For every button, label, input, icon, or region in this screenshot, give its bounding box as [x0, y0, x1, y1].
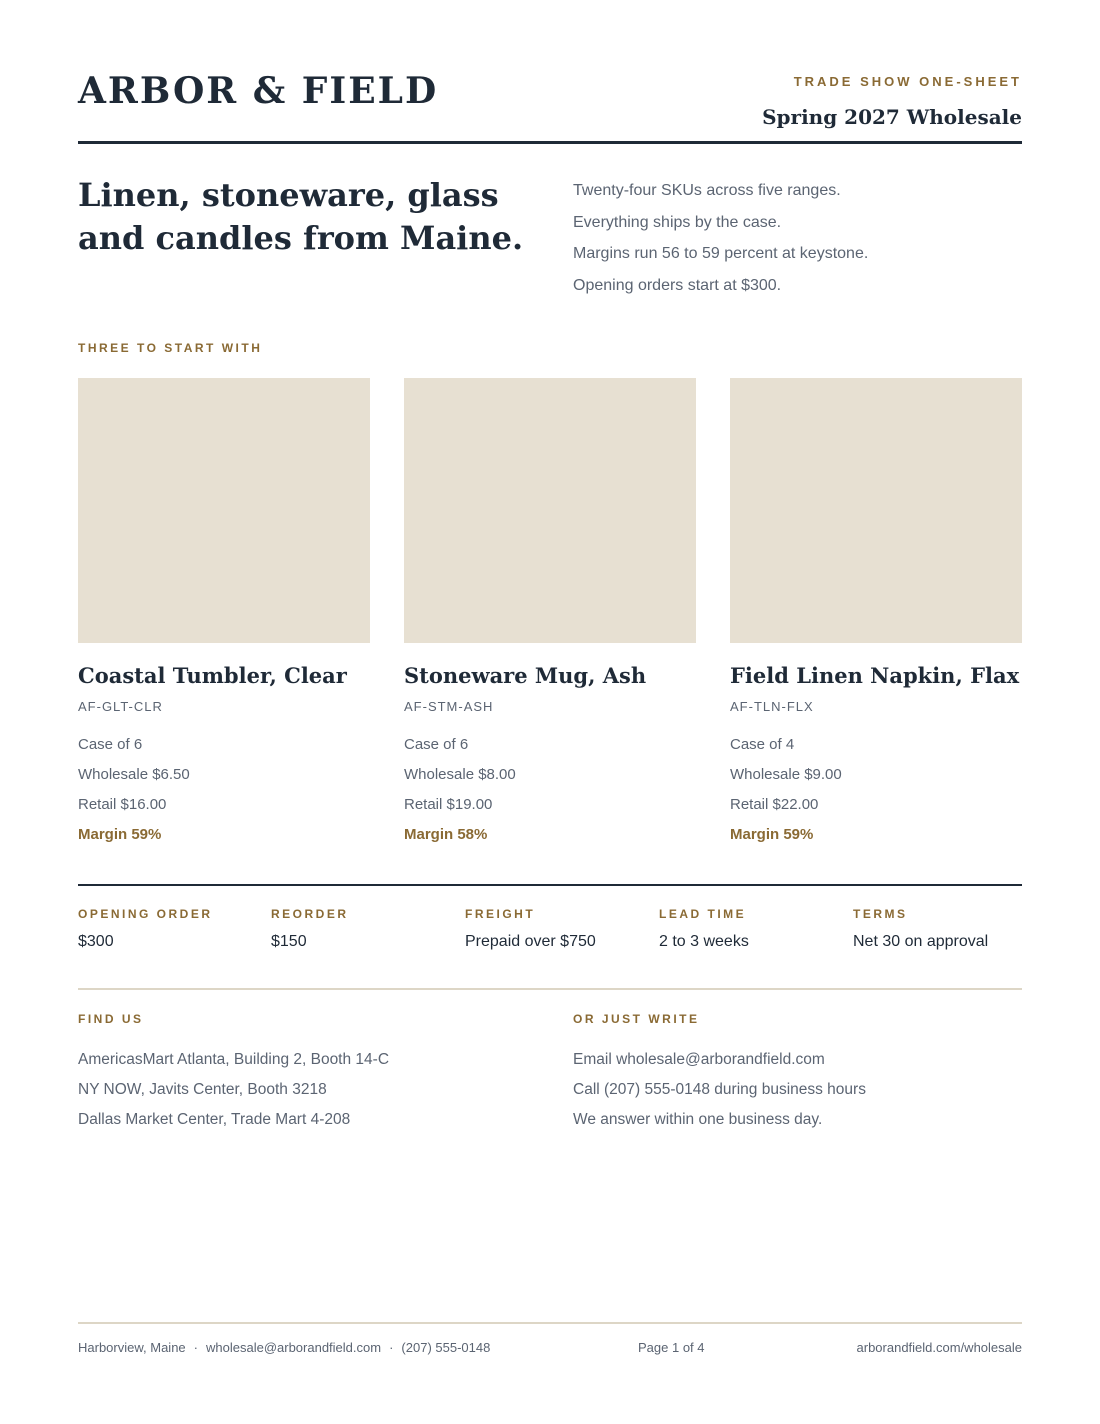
- term-label: OPENING ORDER: [78, 907, 213, 921]
- terms-rule: [78, 884, 1022, 886]
- product-margin: Margin 59%: [78, 826, 162, 843]
- product-case-pack: Case of 4: [730, 736, 795, 753]
- footer-contact: [78, 1340, 490, 1355]
- page-headline: Linen, stoneware, glass and candles from Maine.: [78, 176, 524, 257]
- term-label: LEAD TIME: [659, 907, 747, 921]
- term-value: Prepaid over $750: [465, 933, 596, 950]
- product-card: [78, 378, 370, 850]
- term-label: TERMS: [853, 907, 908, 921]
- contact-info: [573, 1045, 866, 1135]
- product-sku: AF-TLN-FLX: [730, 699, 814, 714]
- booth-list: [78, 1045, 389, 1135]
- booth-location: NY NOW, Javits Center, Booth 3218: [78, 1081, 327, 1098]
- footer-rule: [78, 1322, 1022, 1324]
- term-label: REORDER: [271, 907, 349, 921]
- separator-dot: ·: [193, 1340, 198, 1355]
- product-retail-price: Retail $22.00: [730, 796, 819, 813]
- contact-response-line: We answer within one business day.: [573, 1111, 823, 1128]
- intro-summary: [573, 175, 1023, 301]
- product-specs: [78, 730, 370, 850]
- footer-email: wholesale@arborandfield.com: [206, 1340, 382, 1355]
- term-freight: [465, 907, 655, 951]
- document-kicker: TRADE SHOW ONE-SHEET: [793, 74, 1022, 89]
- product-wholesale-price: Wholesale $9.00: [730, 766, 842, 783]
- product-image-placeholder: [404, 378, 696, 643]
- term-reorder: [271, 907, 461, 951]
- product-specs: [730, 730, 1022, 850]
- intro-line: Twenty-four SKUs across five ranges.: [573, 182, 841, 199]
- product-name: Coastal Tumbler, Clear: [78, 663, 347, 688]
- contact-email-line: Email wholesale@arborandfield.com: [573, 1051, 825, 1068]
- product-sku: AF-GLT-CLR: [78, 699, 163, 714]
- product-image-placeholder: [730, 378, 1022, 643]
- term-value: 2 to 3 weeks: [659, 933, 749, 950]
- term-opening-order: [78, 907, 268, 951]
- header-rule: [78, 141, 1022, 144]
- footer-url: arborandfield.com/wholesale: [856, 1340, 1022, 1355]
- separator-dot: ·: [389, 1340, 394, 1355]
- term-value: Net 30 on approval: [853, 933, 989, 950]
- season-title: Spring 2027 Wholesale: [762, 105, 1022, 129]
- product-sku: AF-STM-ASH: [404, 699, 494, 714]
- intro-line: Margins run 56 to 59 percent at keystone.: [573, 245, 869, 262]
- product-retail-price: Retail $19.00: [404, 796, 493, 813]
- product-retail-price: Retail $16.00: [78, 796, 167, 813]
- product-case-pack: Case of 6: [78, 736, 143, 753]
- booth-location: AmericasMart Atlanta, Building 2, Booth 14-C: [78, 1051, 390, 1068]
- term-payment-terms: [853, 907, 1043, 951]
- product-case-pack: Case of 6: [404, 736, 469, 753]
- product-image-placeholder: [78, 378, 370, 643]
- product-wholesale-price: Wholesale $6.50: [78, 766, 190, 783]
- product-margin: Margin 59%: [730, 826, 814, 843]
- term-lead-time: [659, 907, 849, 951]
- brand-wordmark: ARBOR & FIELD: [78, 70, 439, 112]
- term-value: $300: [78, 933, 114, 950]
- intro-line: Everything ships by the case.: [573, 213, 782, 231]
- product-name: Field Linen Napkin, Flax: [730, 663, 1020, 688]
- page-number: Page 1 of 4: [638, 1340, 705, 1355]
- section-divider: [78, 988, 1022, 990]
- product-card: [404, 378, 696, 850]
- contact-phone-line: Call (207) 555-0148 during business hours: [573, 1081, 866, 1098]
- product-card: [730, 378, 1022, 850]
- product-name: Stoneware Mug, Ash: [404, 663, 647, 688]
- footer-location: Harborview, Maine: [78, 1340, 186, 1355]
- product-specs: [404, 730, 696, 850]
- booth-location: Dallas Market Center, Trade Mart 4-208: [78, 1111, 351, 1128]
- write-label: OR JUST WRITE: [573, 1012, 700, 1026]
- product-margin: Margin 58%: [404, 826, 488, 843]
- footer-phone: (207) 555-0148: [401, 1340, 491, 1355]
- find-us-label: FIND US: [78, 1012, 144, 1026]
- term-value: $150: [271, 933, 307, 950]
- product-wholesale-price: Wholesale $8.00: [404, 766, 516, 783]
- intro-line: Opening orders start at $300.: [573, 276, 782, 294]
- featured-section-label: THREE TO START WITH: [78, 341, 263, 355]
- term-label: FREIGHT: [465, 907, 536, 921]
